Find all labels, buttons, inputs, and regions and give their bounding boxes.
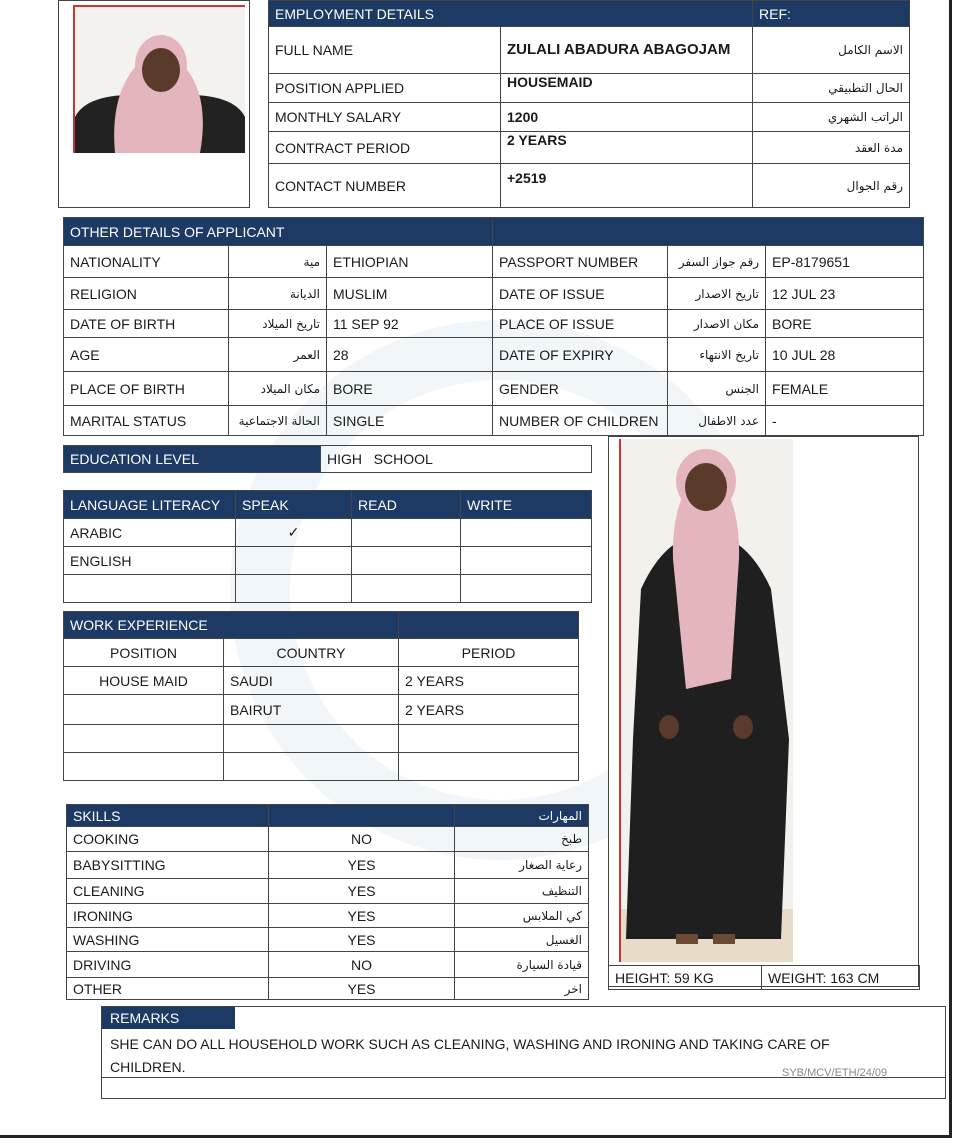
place-of-birth-label: PLACE OF BIRTH xyxy=(64,372,229,406)
skill-name-ar: اخر xyxy=(455,978,589,1000)
skill-name: OTHER xyxy=(67,978,269,1000)
work-country xyxy=(224,725,399,753)
work-experience-header: WORK EXPERIENCE xyxy=(64,612,399,639)
date-of-issue-ar: تاريخ الاصدار xyxy=(668,278,766,310)
skill-value: YES xyxy=(269,904,455,928)
full-name-ar: الاسم الكامل xyxy=(753,27,910,74)
position-applied-ar: الحال التطبيقي xyxy=(753,74,910,103)
position-column: POSITION xyxy=(64,639,224,667)
language-header: LANGUAGE LITERACY xyxy=(64,491,236,519)
skills-header-blank xyxy=(269,805,455,827)
full-body-photo-box xyxy=(608,436,919,987)
read-cell xyxy=(352,575,461,603)
gender-ar: الجنس xyxy=(668,372,766,406)
number-of-children-value: - xyxy=(766,406,924,436)
ref-label: REF: xyxy=(753,1,910,27)
contract-period-label: CONTRACT PERIOD xyxy=(269,132,501,164)
education-value: HIGH SCHOOL xyxy=(321,446,592,473)
nationality-value: ETHIOPIAN xyxy=(327,246,493,278)
place-of-birth-ar: مكان الميلاد xyxy=(229,372,327,406)
position-applied-value: HOUSEMAID xyxy=(501,74,753,103)
full-name-label: FULL NAME xyxy=(269,27,501,74)
skill-value: YES xyxy=(269,852,455,879)
portrait-photo xyxy=(73,5,245,153)
work-position: HOUSE MAID xyxy=(64,667,224,695)
work-country: BAIRUT xyxy=(224,695,399,725)
table-row xyxy=(67,852,589,879)
language-row xyxy=(64,547,592,575)
skill-name: IRONING xyxy=(67,904,269,928)
work-period xyxy=(399,753,579,781)
skill-value: YES xyxy=(269,978,455,1000)
skill-name: WASHING xyxy=(67,928,269,952)
work-period: 2 YEARS xyxy=(399,667,579,695)
other-details-header: OTHER DETAILS OF APPLICANT xyxy=(64,218,493,246)
work-country: SAUDI xyxy=(224,667,399,695)
education-label: EDUCATION LEVEL xyxy=(64,446,321,473)
monthly-salary-value: 1200 xyxy=(501,103,753,132)
remarks-box xyxy=(101,1006,946,1099)
employment-table xyxy=(268,0,910,208)
work-period xyxy=(399,725,579,753)
period-column: PERIOD xyxy=(399,639,579,667)
table-row xyxy=(67,904,589,928)
language-row xyxy=(64,575,592,603)
work-position xyxy=(64,695,224,725)
work-experience-header-blank xyxy=(399,612,579,639)
place-of-issue-label: PLACE OF ISSUE xyxy=(493,310,668,338)
read-cell xyxy=(352,519,461,547)
write-cell xyxy=(461,575,592,603)
portrait-photo-box xyxy=(58,0,250,208)
number-of-children-label: NUMBER OF CHILDREN xyxy=(493,406,668,436)
passport-number-ar: رقم جواز السفر xyxy=(668,246,766,278)
skill-name-ar: التنظيف xyxy=(455,879,589,904)
gender-value: FEMALE xyxy=(766,372,924,406)
other-details-table xyxy=(63,217,924,436)
age-value: 28 xyxy=(327,338,493,372)
place-of-birth-value: BORE xyxy=(327,372,493,406)
number-of-children-ar: عدد الاطفال xyxy=(668,406,766,436)
skills-table xyxy=(66,804,589,1000)
skill-name-ar: رعاية الصغار xyxy=(455,852,589,879)
work-position xyxy=(64,725,224,753)
contract-period-value: 2 YEARS xyxy=(501,132,753,164)
language-row xyxy=(64,519,592,547)
speak-cell xyxy=(236,575,352,603)
skill-name: DRIVING xyxy=(67,952,269,978)
date-of-expiry-ar: تاريخ الانتهاء xyxy=(668,338,766,372)
place-of-issue-ar: مكان الاصدار xyxy=(668,310,766,338)
write-cell xyxy=(461,547,592,575)
remarks-text: SHE CAN DO ALL HOUSEHOLD WORK SUCH AS CLEANING, WASHING AND IRONING AND TAKING CARE OF CHILDREN. xyxy=(110,1036,830,1075)
passport-number-label: PASSPORT NUMBER xyxy=(493,246,668,278)
position-applied-label: POSITION APPLIED xyxy=(269,74,501,103)
full-body-photo xyxy=(619,439,793,962)
gender-label: GENDER xyxy=(493,372,668,406)
speak-header: SPEAK xyxy=(236,491,352,519)
table-row xyxy=(64,667,579,695)
contact-number-value: +2519 xyxy=(501,164,753,208)
skills-header-ar: المهارات xyxy=(455,805,589,827)
other-details-header-blank xyxy=(493,218,924,246)
table-row xyxy=(67,952,589,978)
religion-ar: الديانة xyxy=(229,278,327,310)
date-of-birth-ar: تاريخ الميلاد xyxy=(229,310,327,338)
write-header: WRITE xyxy=(461,491,592,519)
education-table xyxy=(63,445,592,473)
employment-header: EMPLOYMENT DETAILS xyxy=(269,1,753,27)
date-of-expiry-value: 10 JUL 28 xyxy=(766,338,924,372)
work-experience-table xyxy=(63,611,579,781)
date-of-issue-value: 12 JUL 23 xyxy=(766,278,924,310)
date-of-birth-value: 11 SEP 92 xyxy=(327,310,493,338)
skill-name-ar: كي الملابس xyxy=(455,904,589,928)
contact-number-label: CONTACT NUMBER xyxy=(269,164,501,208)
skill-name-ar: الغسيل xyxy=(455,928,589,952)
skill-value: NO xyxy=(269,952,455,978)
reference-code: SYB/MCV/ETH/24/09 xyxy=(782,1067,888,1079)
date-of-birth-label: DATE OF BIRTH xyxy=(64,310,229,338)
religion-label: RELIGION xyxy=(64,278,229,310)
table-row xyxy=(67,879,589,904)
language-name: ARABIC xyxy=(64,519,236,547)
table-row xyxy=(64,695,579,725)
skill-name: CLEANING xyxy=(67,879,269,904)
nationality-label: NATIONALITY xyxy=(64,246,229,278)
full-name-value: ZULALI ABADURA ABAGOJAM xyxy=(501,27,753,74)
work-position xyxy=(64,753,224,781)
measurements-table xyxy=(608,965,920,990)
skill-name-ar: قيادة السيارة xyxy=(455,952,589,978)
passport-number-value: EP-8179651 xyxy=(766,246,924,278)
skill-name-ar: طبخ xyxy=(455,827,589,852)
religion-value: MUSLIM xyxy=(327,278,493,310)
date-of-expiry-label: DATE OF EXPIRY xyxy=(493,338,668,372)
marital-status-value: SINGLE xyxy=(327,406,493,436)
age-label: AGE xyxy=(64,338,229,372)
skill-name: BABYSITTING xyxy=(67,852,269,879)
table-row xyxy=(64,725,579,753)
monthly-salary-ar: الراتب الشهري xyxy=(753,103,910,132)
check-icon: ✓ xyxy=(236,519,352,547)
work-country xyxy=(224,753,399,781)
place-of-issue-value: BORE xyxy=(766,310,924,338)
marital-status-ar: الحالة الاجتماعية xyxy=(229,406,327,436)
read-header: READ xyxy=(352,491,461,519)
skill-value: YES xyxy=(269,879,455,904)
weight-value: WEIGHT: 163 CM xyxy=(762,966,920,990)
work-period: 2 YEARS xyxy=(399,695,579,725)
country-column: COUNTRY xyxy=(224,639,399,667)
write-cell xyxy=(461,519,592,547)
remarks-header: REMARKS xyxy=(102,1007,235,1029)
date-of-issue-label: DATE OF ISSUE xyxy=(493,278,668,310)
marital-status-label: MARITAL STATUS xyxy=(64,406,229,436)
skill-name: COOKING xyxy=(67,827,269,852)
table-row xyxy=(67,978,589,1000)
language-table xyxy=(63,490,592,603)
language-name: ENGLISH xyxy=(64,547,236,575)
monthly-salary-label: MONTHLY SALARY xyxy=(269,103,501,132)
contract-period-ar: مدة العقد xyxy=(753,132,910,164)
skill-value: YES xyxy=(269,928,455,952)
contact-number-ar: رقم الجوال xyxy=(753,164,910,208)
skill-value: NO xyxy=(269,827,455,852)
skills-header: SKILLS xyxy=(67,805,269,827)
age-ar: العمر xyxy=(229,338,327,372)
read-cell xyxy=(352,547,461,575)
language-name xyxy=(64,575,236,603)
height-value: HEIGHT: 59 KG xyxy=(609,966,762,990)
table-row xyxy=(64,753,579,781)
table-row xyxy=(67,928,589,952)
nationality-ar: مية xyxy=(229,246,327,278)
speak-cell xyxy=(236,547,352,575)
table-row xyxy=(67,827,589,852)
